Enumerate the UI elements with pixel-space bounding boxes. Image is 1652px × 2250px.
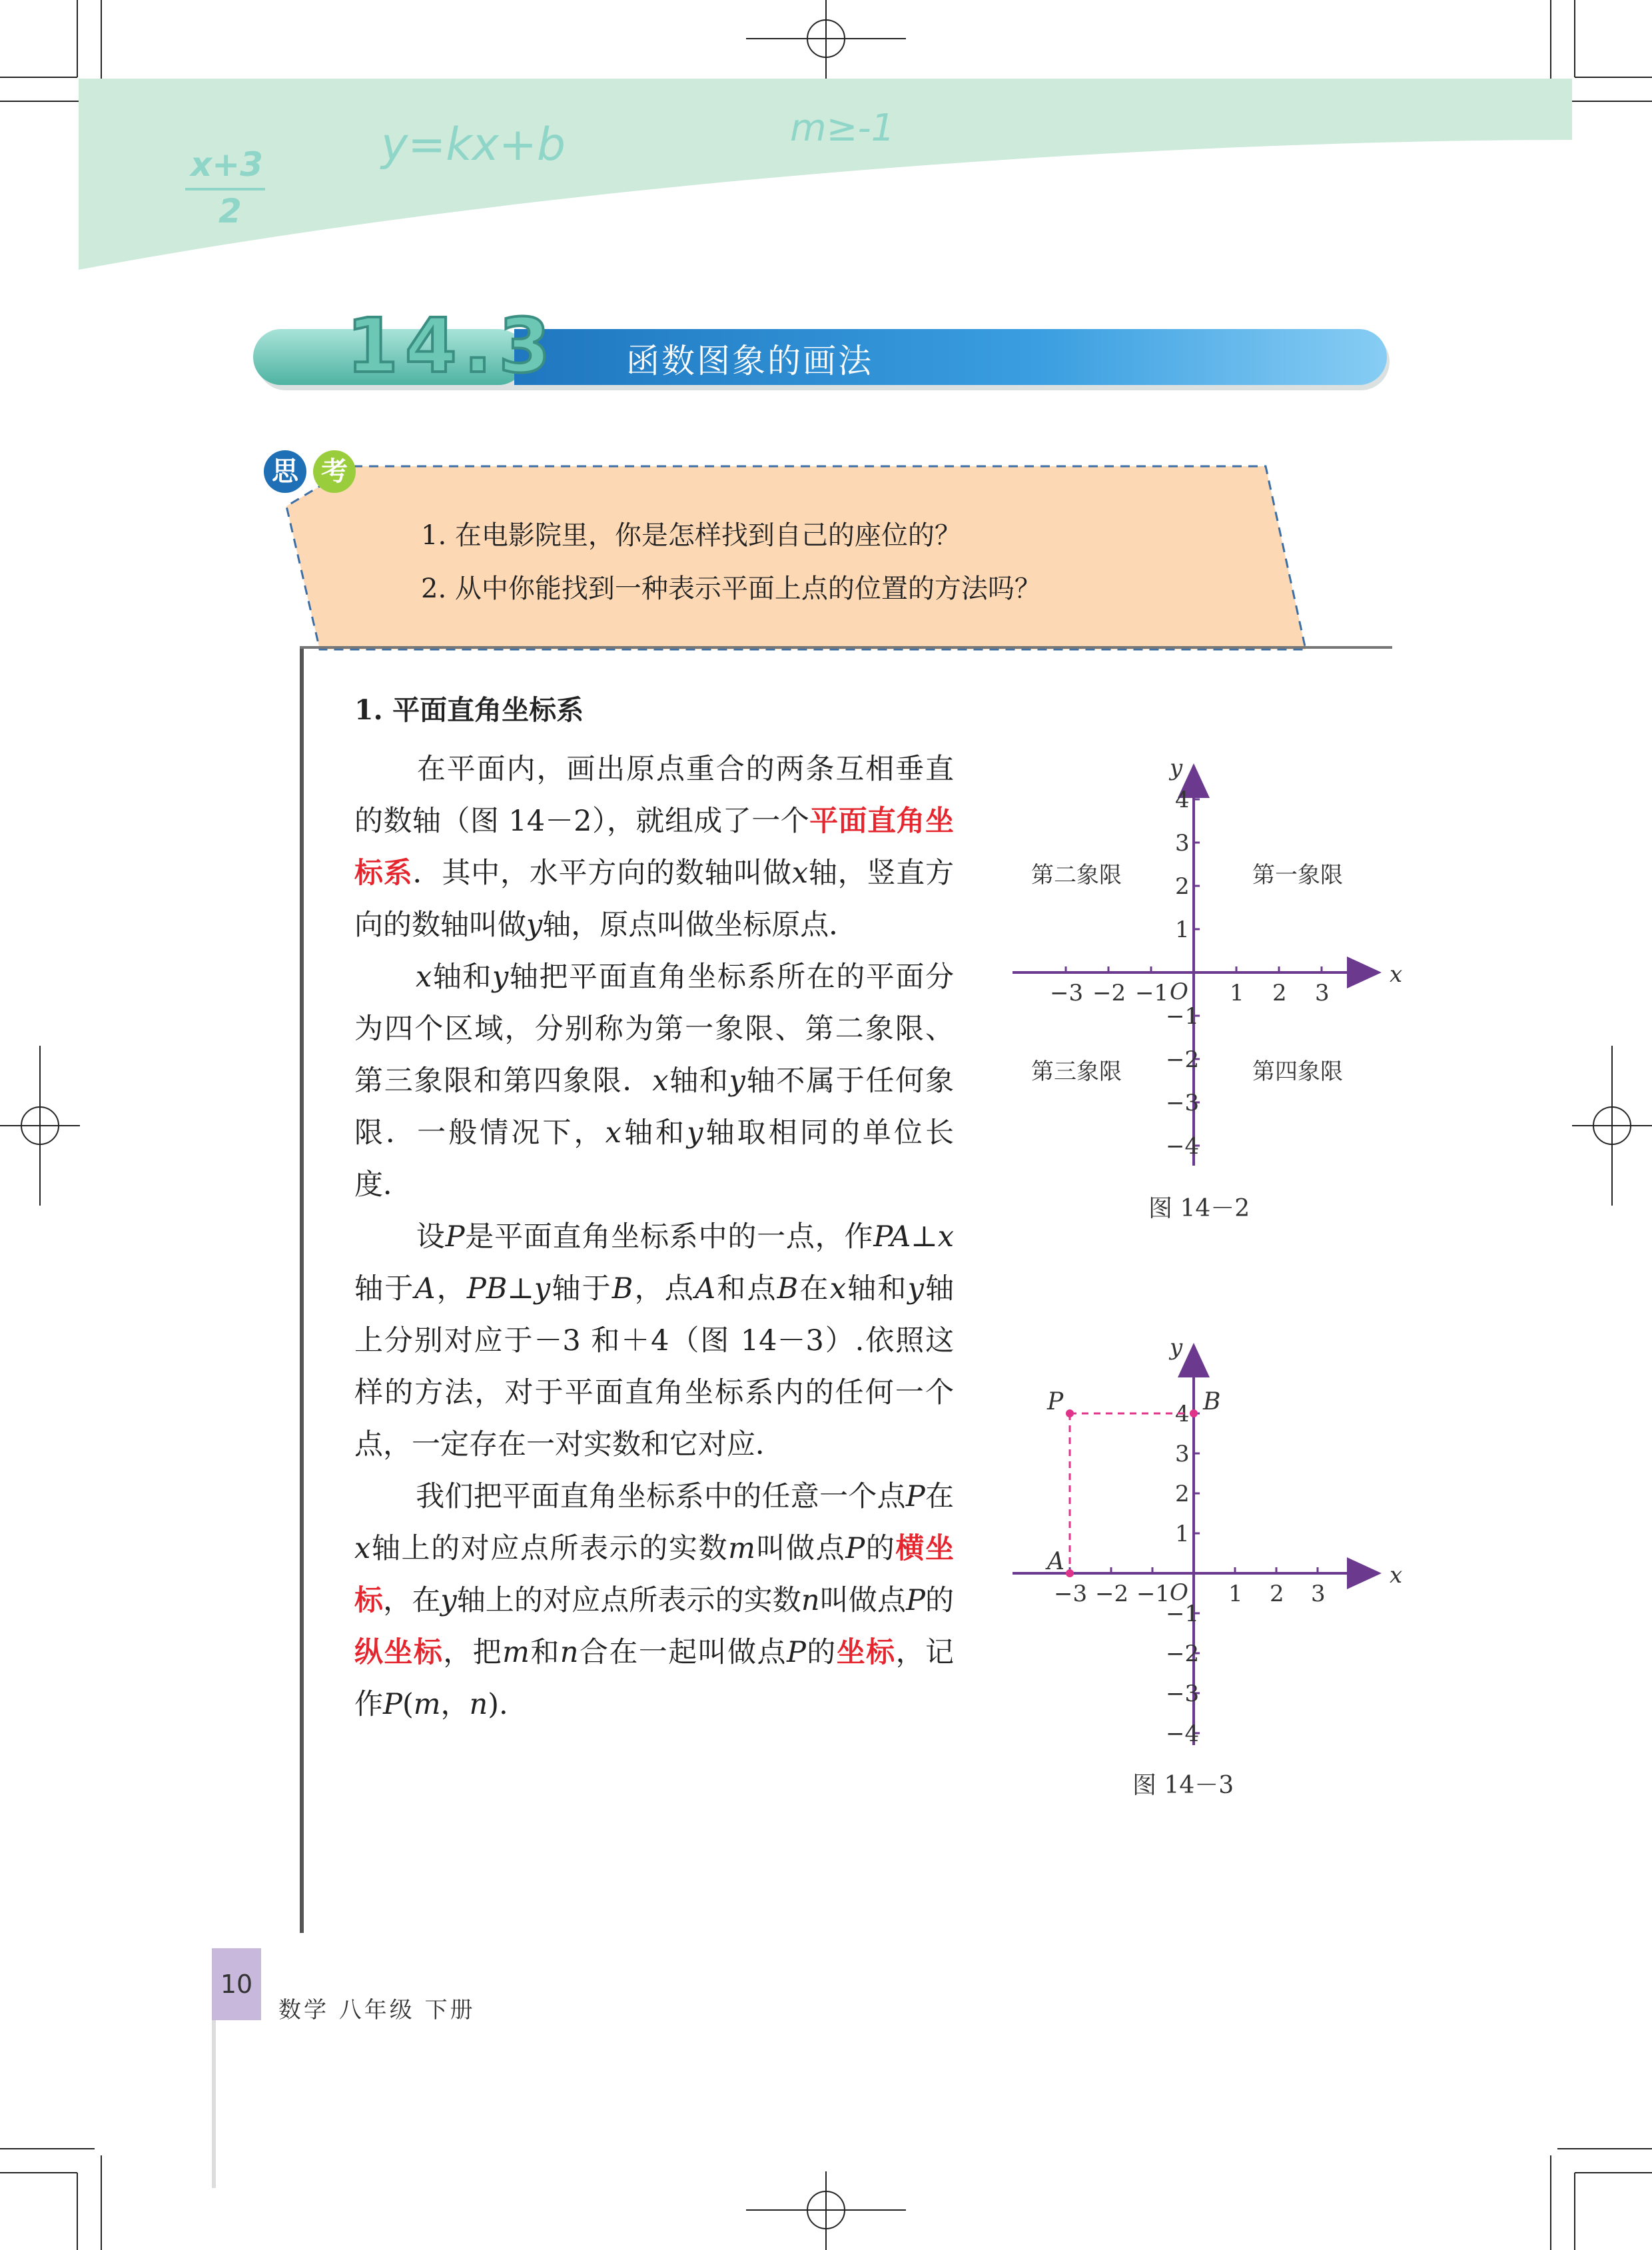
y-tick-label: 4	[1175, 1401, 1190, 1427]
x-axis-label: x	[1390, 961, 1403, 988]
y-tick-label: 2	[1175, 1481, 1190, 1507]
x-tick-label: 1	[1230, 980, 1244, 1006]
content-left-rule	[300, 647, 304, 1933]
figure-14-2	[999, 746, 1412, 1172]
keyword-ordinate: 纵坐标	[354, 1636, 444, 1669]
y-tick-label: −1	[1166, 1003, 1200, 1030]
point-B-dot	[1190, 1409, 1198, 1417]
x-tick-label: 2	[1272, 980, 1287, 1006]
quadrant-2-label: 第二象限	[1031, 862, 1122, 889]
x-tick-label: −2	[1092, 980, 1126, 1006]
y-tick-label: 4	[1175, 787, 1190, 813]
y-tick-label: −2	[1166, 1046, 1200, 1073]
y-tick-label: −4	[1166, 1720, 1200, 1747]
book-title: 数学 八年级 下册	[278, 1997, 476, 2024]
banner-fraction-numerator: x+3	[191, 145, 263, 184]
y-tick-label: 2	[1175, 873, 1190, 900]
quadrant-4-label: 第四象限	[1252, 1058, 1343, 1085]
point-A-label: A	[1047, 1548, 1064, 1575]
x-tick-label: 2	[1270, 1581, 1284, 1607]
quadrant-3-label: 第三象限	[1031, 1058, 1122, 1085]
banner-formula-linear: y=kx+b	[381, 119, 566, 171]
think-question-1: 1. 在电影院里，你是怎样找到自己的座位的？	[421, 520, 961, 551]
y-tick-label: −1	[1166, 1601, 1200, 1627]
x-tick-label: 1	[1228, 1581, 1243, 1607]
subheading: 1. 平面直角坐标系	[354, 694, 584, 726]
x-axis-label: x	[1390, 1562, 1403, 1589]
keyword-coordinate-system: 平面直角坐标系	[354, 805, 954, 890]
banner-fraction-bar	[185, 188, 265, 190]
think-box	[266, 460, 1386, 659]
y-axis-label: y	[1170, 755, 1183, 781]
origin-label: O	[1170, 978, 1188, 1005]
x-tick-label: 3	[1311, 1581, 1326, 1607]
main-text	[354, 686, 954, 1730]
paragraph-1: 在平面内，画出原点重合的两条互相垂直的数轴（图 14－2），就组成了一个平面直角坐标系．其中，水平方向的数轴叫做x轴，竖直方向的数轴叫做y轴，原点叫做坐标原点．	[354, 753, 955, 942]
y-tick-label: 3	[1175, 1441, 1190, 1467]
figure-14-2-caption: 图 14－2	[1148, 1195, 1250, 1222]
paragraph-4: 我们把平面直角坐标系中的任意一个点P在x轴上的对应点所表示的实数m叫做点P的横坐标，在y轴上的对应点所表示的实数n叫做点P的纵坐标，把m和n合在一起叫做点P的坐标，记作P(m，n).	[354, 1480, 955, 1721]
x-tick-label: 3	[1315, 980, 1330, 1006]
section-number: 14.3	[346, 303, 558, 390]
think-question-2: 2. 从中你能找到一种表示平面上点的位置的方法吗？	[421, 573, 1041, 604]
section-title: 函数图象的画法	[626, 342, 873, 380]
page-number: 10	[212, 1948, 261, 2020]
point-B-label: B	[1203, 1388, 1221, 1415]
x-tick-label: −1	[1136, 1581, 1170, 1607]
point-P-label: P	[1047, 1388, 1064, 1415]
figure-14-3	[999, 1325, 1412, 1752]
y-tick-label: −4	[1166, 1133, 1200, 1160]
y-tick-label: −2	[1166, 1641, 1200, 1667]
y-tick-label: 3	[1175, 830, 1190, 857]
y-tick-label: −3	[1166, 1090, 1200, 1116]
paragraph-3: 设P是平面直角坐标系中的一点，作PA⊥x轴于A，PB⊥y轴于B，点A和点B在x轴和y轴上分别对应于－3 和＋4（图 14－3）.依照这样的方法，对于平面直角坐标系内的任何一个点，一定存在一对实数和它对应．	[354, 1220, 955, 1461]
origin-label: O	[1170, 1579, 1188, 1606]
y-tick-label: 1	[1175, 917, 1190, 943]
x-tick-label: −3	[1050, 980, 1084, 1006]
quadrant-1-label: 第一象限	[1252, 862, 1343, 889]
x-tick-label: −2	[1095, 1581, 1129, 1607]
think-label-si: 思	[264, 450, 306, 493]
paragraph-2: x轴和y轴把平面直角坐标系所在的平面分为四个区域，分别称为第一象限、第二象限、第三象限和第四象限．x轴和y轴不属于任何象限．一般情况下，x轴和y轴取相同的单位长度．	[354, 960, 955, 1202]
banner-formula-inequality: m≥-1	[790, 107, 895, 150]
banner-fraction-denominator: 2	[218, 192, 242, 230]
keyword-coordinates: 坐标	[836, 1636, 896, 1669]
point-P-dot	[1066, 1409, 1074, 1417]
figure-14-3-caption: 图 14－3	[1132, 1772, 1234, 1799]
content-top-rule	[300, 646, 1392, 649]
x-tick-label: −3	[1054, 1581, 1088, 1607]
point-A-dot	[1066, 1569, 1074, 1577]
y-tick-label: 1	[1175, 1521, 1190, 1547]
keyword-abscissa: 横坐标	[354, 1532, 955, 1617]
x-tick-label: −1	[1135, 980, 1169, 1006]
y-tick-label: −3	[1166, 1681, 1200, 1707]
think-label-kao: 考	[313, 450, 356, 493]
y-axis-label: y	[1170, 1334, 1183, 1361]
